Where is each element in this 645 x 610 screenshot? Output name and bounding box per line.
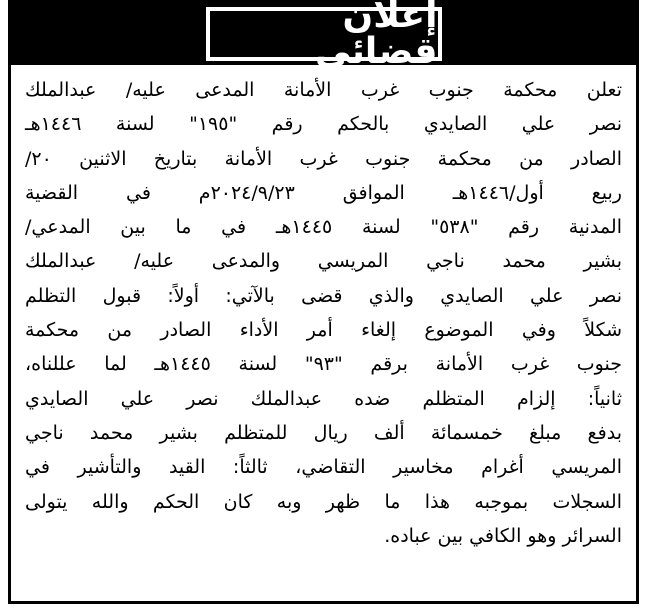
notice-line: بدفع مبلغ خمسمائة ألف ريال للمتظلم بشير محمد ناجي <box>25 421 622 444</box>
notice-line: السرائر وهو الكافي بين عباده. <box>384 524 622 547</box>
notice-line: السجلات بموجبه هذا ما ظهر وبه كان الحكم والله يتولى <box>25 490 622 513</box>
title-box <box>206 0 442 72</box>
notice-line: المدنية رقم "٥٣٨" لسنة ١٤٤٥هـ في ما بين المدعي/ <box>25 216 622 239</box>
notice-body <box>25 73 622 553</box>
notice-line: الصادر من محكمة جنوب غرب الأمانة بتاريخ الاثنين ٢٠/ <box>25 147 622 170</box>
notice-line: نصر علي الصايدي والذي قضى بالآتي: أولاً: قبول التظلم <box>25 284 622 307</box>
notice-line: المريسي أغرام مخاسير التقاضي، ثالثاً: القيد والتأشير في <box>25 456 622 479</box>
notice-line: شكلاً وفي الموضوع إلغاء أمر الأداء الصادر من محكمة <box>25 319 622 342</box>
notice-line: بشير محمد ناجي المريسي والمدعى عليه/ عبدالملك <box>25 250 622 273</box>
notice-line: تعلن محكمة جنوب غرب الأمانة المدعى عليه/ عبدالملك <box>25 79 622 101</box>
judicial-notice <box>8 0 639 604</box>
notice-line: ربيع أول/١٤٤٦هـ الموافق ٢٠٢٤/٩/٢٣م في القضية <box>25 181 622 204</box>
header-band <box>11 0 636 72</box>
notice-line: جنوب غرب الأمانة برقم "٩٣" لسنة ١٤٤٥هـ لما عللناه، <box>25 353 622 376</box>
notice-line: ثانياً: إلزام المتظلم ضده عبدالملك نصر علي الصايدي <box>25 387 622 410</box>
notice-line: نصر علي الصايدي بالحكم رقم "١٩٥" لسنة ١٤٤٦هـ <box>25 113 622 136</box>
notice-title: إعلان قضائي <box>314 0 438 72</box>
